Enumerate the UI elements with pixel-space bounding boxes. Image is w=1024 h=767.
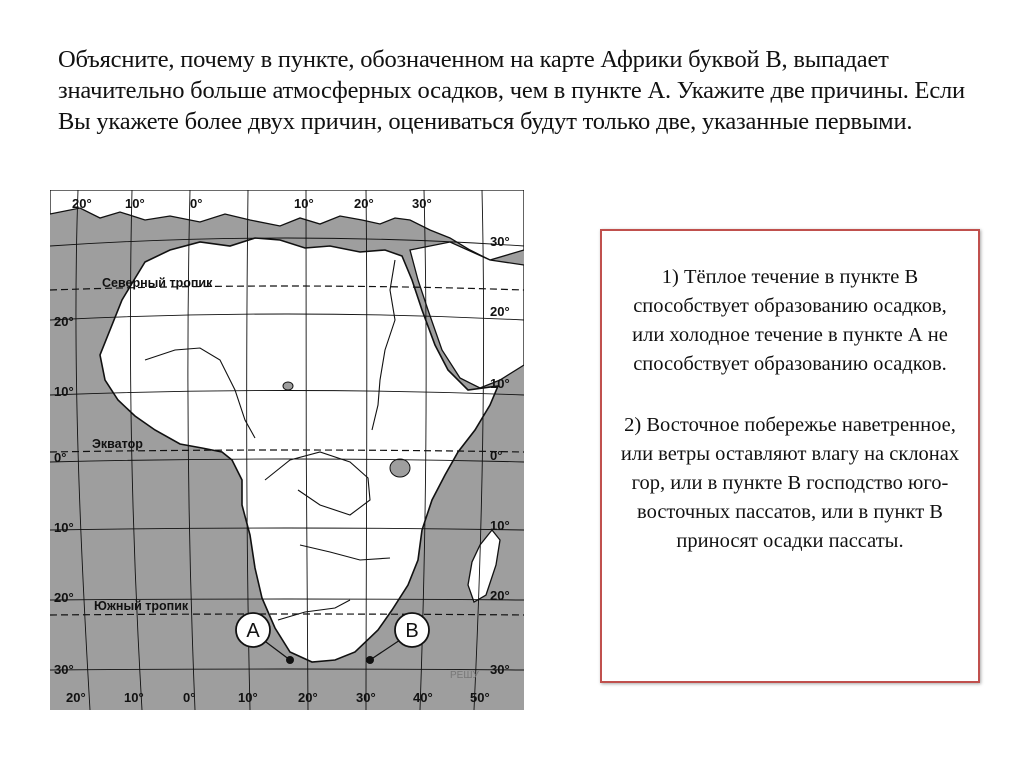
bottom-deg-7: 40° bbox=[413, 690, 433, 705]
bottom-deg-4: 10° bbox=[238, 690, 258, 705]
bottom-deg-1: 20° bbox=[66, 690, 86, 705]
question-text: Объясните, почему в пункте, обозначенном на карте Африки буквой В, выпадает значительно больше атмосферных осадков, чем в пункте А. Укажите две причины. Если Вы укажете более двух причин, оцениваться будут только две, указанные первыми. bbox=[58, 46, 965, 135]
bottom-deg-6: 30° bbox=[356, 690, 376, 705]
left-lat-3: 0° bbox=[54, 450, 67, 465]
point-a-marker bbox=[286, 656, 294, 664]
bottom-deg-2: 10° bbox=[124, 690, 144, 705]
answer-item-2: 2) Восточное побережье наветренное, или ветры оставляют влагу на склонах гор, или в пункте В господство юго-восточных пассатов, или в пункт В приносят осадки пассаты. bbox=[620, 414, 960, 552]
point-a-label: A bbox=[246, 620, 260, 642]
top-deg-6: 30° bbox=[412, 196, 432, 211]
top-deg-2: 10° bbox=[125, 196, 145, 211]
left-lat-4: 10° bbox=[54, 520, 74, 535]
bottom-deg-8: 50° bbox=[470, 690, 490, 705]
answer-box bbox=[600, 229, 980, 683]
right-lat-1: 30° bbox=[490, 234, 510, 249]
right-lat-4: 0° bbox=[490, 448, 503, 463]
right-lat-5: 10° bbox=[490, 518, 510, 533]
top-deg-1: 20° bbox=[72, 196, 92, 211]
left-lat-5: 20° bbox=[54, 590, 74, 605]
right-lat-2: 20° bbox=[490, 304, 510, 319]
bottom-deg-3: 0° bbox=[183, 690, 196, 705]
right-lat-7: 30° bbox=[490, 662, 510, 677]
lake-chad bbox=[283, 382, 293, 390]
right-lat-6: 20° bbox=[490, 588, 510, 603]
bottom-deg-5: 20° bbox=[298, 690, 318, 705]
watermark: РЕШУ bbox=[450, 670, 479, 681]
answer-item-1: 1) Тёплое течение в пункте В способствует образованию осадков, или холодное течение в пункте А не способствует образованию осадков. bbox=[632, 266, 948, 375]
south-tropic-label: Южный тропик bbox=[94, 599, 189, 613]
north-tropic-label: Северный тропик bbox=[102, 276, 213, 290]
point-b-marker bbox=[366, 656, 374, 664]
top-deg-5: 20° bbox=[354, 196, 374, 211]
top-deg-4: 10° bbox=[294, 196, 314, 211]
left-lat-1: 20° bbox=[54, 314, 74, 329]
point-b-label: B bbox=[405, 620, 419, 642]
left-lat-6: 30° bbox=[54, 662, 74, 677]
right-lat-3: 10° bbox=[490, 376, 510, 391]
equator-label: Экватор bbox=[92, 437, 143, 451]
lake-victoria bbox=[390, 459, 410, 477]
left-lat-2: 10° bbox=[54, 384, 74, 399]
top-deg-3: 0° bbox=[190, 196, 203, 211]
africa-map bbox=[50, 190, 524, 710]
